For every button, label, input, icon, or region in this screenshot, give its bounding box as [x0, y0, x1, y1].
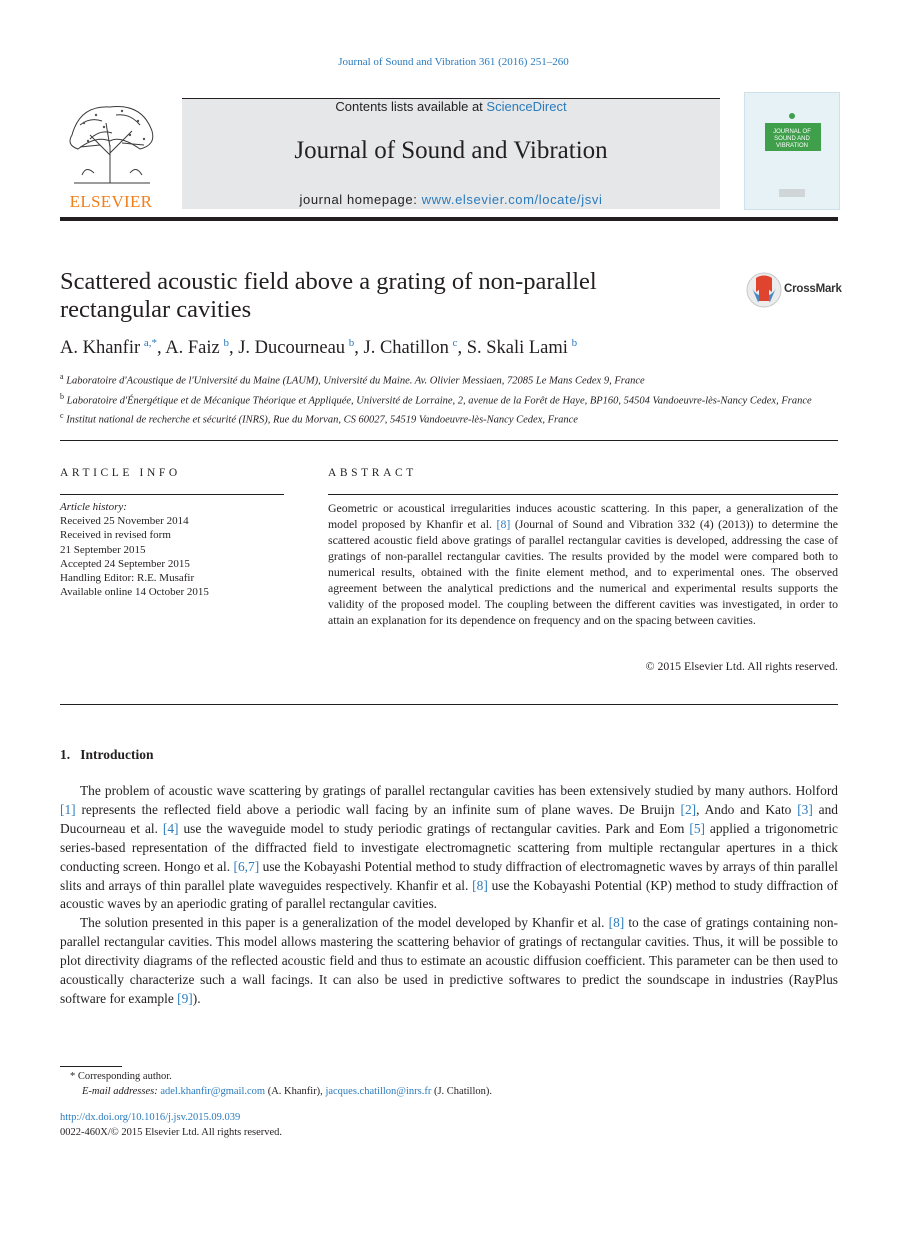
- journal-masthead: [182, 98, 720, 209]
- corresponding-author-note: * Corresponding author.: [70, 1071, 172, 1082]
- article-info-heading: ARTICLE INFO: [60, 467, 181, 479]
- author-separator: ,: [228, 338, 239, 359]
- email-link[interactable]: jacques.chatillon@inrs.fr: [325, 1086, 432, 1097]
- history-item: Received 25 November 2014: [60, 515, 189, 528]
- history-item: Accepted 24 September 2015: [60, 557, 190, 570]
- affiliations: [60, 369, 840, 428]
- history-item: 21 September 2015: [60, 543, 146, 556]
- paragraph: The solution presented in this paper is a generalization of the model developed by Khanfir et al. [8] to the case of gratings containing non-parallel rectangular cavities. This model allows mastering the scattering behavior of gratings of rectangular cavities. Thus, it will be possible to plot directivity diagrams of the reflected acoustic field and thus to estimate an acoustic diffusion coefficient. This parameter can be then used to acoustically characterize such a wall facings. It can also be used in predictive softwares to predict the soundscape in industries (RayPlus software for example [9]).: [60, 915, 838, 1006]
- journal-title: Journal of Sound and Vibration: [294, 137, 608, 164]
- author-separator: ,: [157, 338, 166, 359]
- homepage-line: [182, 192, 720, 207]
- affiliation-item: $^c$ Institut national de recherche et sécurité (INRS), Rue du Morvan, CS 60027, 54519 Vandoeuvre-lès-Nancy Cedex, France: [60, 411, 578, 426]
- citation-link[interactable]: [1]: [60, 801, 76, 817]
- citation-link[interactable]: [5]: [689, 820, 705, 836]
- author-name: J. Ducourneau: [238, 338, 346, 359]
- doi-block: [60, 1111, 282, 1140]
- author-name: A. Khanfir: [60, 338, 141, 359]
- paragraph: The problem of acoustic wave scattering by gratings of parallel rectangular cavities has been extensively studied by many authors. Holford [1] represents the reflected field above a periodic wall facing by an infinite sum of plane waves. De Bruijn [2], Ando and Kato [3] and Ducourneau et al. [4] use the waveguide model to study periodic gratings of rectangular cavities. Park and Eom [5] applied a trigonometric series-based representation of the diffracted field to investigate electromagnetic scattering from multiple rectangular apertures in a thick conducting screen. Hongo et al. [6,7] use the Kobayashi Potential method to study diffraction of electromagnetic waves by arrays of thin parallel slits and arrays of thin parallel plate waveguides respectively. Khanfir et al. [8] use the Kobayashi Potential (KP) method to study diffraction of acoustic waves by an aperiodic grating of parallel rectangular cavities.: [60, 783, 839, 912]
- crossmark-icon[interactable]: [746, 272, 782, 308]
- abstract-heading: ABSTRACT: [328, 467, 417, 479]
- affiliation-item: $^a$ Laboratoire d'Acoustique de l'Université du Maine (LAUM), Université du Maine. Av. Olivier Messiaen, 72085 Le Mans Cedex 9, France: [60, 372, 645, 387]
- author-name: S. Skali Lami: [466, 338, 568, 359]
- journal-cover-thumbnail[interactable]: [744, 92, 840, 210]
- section-divider: [60, 440, 838, 441]
- section-heading-introduction: 1. Introduction: [60, 747, 154, 762]
- header-rule: [60, 217, 838, 221]
- homepage-prefix: journal homepage:: [299, 192, 422, 207]
- cover-dot-icon: [789, 113, 795, 119]
- crossmark-label[interactable]: CrossMark: [784, 283, 842, 295]
- author-separator: ,: [354, 338, 364, 359]
- author-separator: ,: [457, 338, 467, 359]
- contents-prefix: Contents lists available at: [335, 99, 487, 114]
- footnotes: [60, 1069, 840, 1099]
- sciencedirect-link[interactable]: ScienceDirect: [486, 99, 567, 114]
- citation-link[interactable]: [8]: [608, 915, 625, 931]
- author-list: [60, 337, 577, 359]
- citation-link[interactable]: [9]: [177, 990, 193, 1006]
- author-affiliation-mark[interactable]: a,*: [143, 337, 158, 349]
- history-item: Available online 14 October 2015: [60, 586, 209, 599]
- author-affiliation-mark[interactable]: b: [223, 337, 229, 349]
- elsevier-wordmark: ELSEVIER: [69, 192, 153, 211]
- issn-copyright: 0022-460X/© 2015 Elsevier Ltd. All rights reserved.: [60, 1126, 283, 1138]
- doi-link[interactable]: http://dx.doi.org/10.1016/j.jsv.2015.09.039: [60, 1112, 241, 1123]
- cover-publisher-mark-icon: [779, 189, 805, 197]
- homepage-link[interactable]: www.elsevier.com/locate/jsvi: [421, 192, 603, 207]
- abstract-copyright: © 2015 Elsevier Ltd. All rights reserved.: [645, 659, 838, 673]
- footnote-rule: [60, 1066, 122, 1067]
- citation-link[interactable]: [4]: [162, 820, 179, 836]
- history-item: Handling Editor: R.E. Musafir: [60, 572, 195, 585]
- abstract-rule: [328, 494, 838, 495]
- citation-link[interactable]: [8]: [472, 877, 488, 893]
- citation-link[interactable]: [8]: [496, 517, 511, 531]
- article-history: [60, 500, 290, 599]
- email-addresses: E-mail addresses: adel.khanfir@gmail.com (A. Khanfir), jacques.chatillon@inrs.fr (J. Chatillon).: [82, 1086, 492, 1097]
- introduction-body: [60, 782, 838, 1009]
- history-item: Received in revised form: [60, 529, 171, 542]
- affiliation-item: $^b$ Laboratoire d'Énergétique et de Mécanique Théorique et Appliquée, Université de Lorraine, 2, avenue de la Forêt de Haye, BP160, 54504 Vandoeuvre-lès-Nancy Cedex, France: [60, 391, 812, 406]
- section-divider: [60, 704, 838, 705]
- author-affiliation-mark[interactable]: b: [348, 337, 355, 349]
- author-name: J. Chatillon: [363, 338, 449, 359]
- article-info-rule: [60, 494, 284, 495]
- abstract-text: Geometric or acoustical irregularities induces acoustic scattering. In this paper, a generalization of the model proposed by Khanfir et al. [8] (Journal of Sound and Vibration 332 (4) (2013)) to determine the scattered acoustic field above gratings of parallel rectangular cavities is developed, addressing the case of gratings of non-parallel rectangular cavities. The results provided by the model were compared both to numerical results, obtained with the finite element method, and to experimental ones. The observed agreement between the analytical predictions and the numerical and experimental results supports the validity of the proposed model. The coupling between the different cavities was investigated, in order to attain an explanation for its dependence on frequency and on the spacing between cavities.: [328, 501, 838, 627]
- cover-title: JOURNAL OF SOUND AND VIBRATION: [773, 129, 811, 149]
- citation-link[interactable]: [6,7]: [233, 858, 260, 874]
- email-link[interactable]: adel.khanfir@gmail.com: [160, 1086, 266, 1097]
- history-label: Article history:: [60, 501, 127, 513]
- citation-link[interactable]: [2]: [680, 801, 697, 817]
- journal-reference[interactable]: Journal of Sound and Vibration 361 (2016) 251–260: [338, 56, 569, 68]
- contents-line: [182, 99, 720, 114]
- article-title: Scattered acoustic field above a grating of non-parallel rectangular cavities: [60, 268, 597, 323]
- author-name: A. Faiz: [165, 338, 220, 359]
- author-affiliation-mark[interactable]: c: [452, 337, 458, 349]
- author-affiliation-mark[interactable]: b: [571, 337, 578, 349]
- citation-link[interactable]: [3]: [797, 801, 813, 817]
